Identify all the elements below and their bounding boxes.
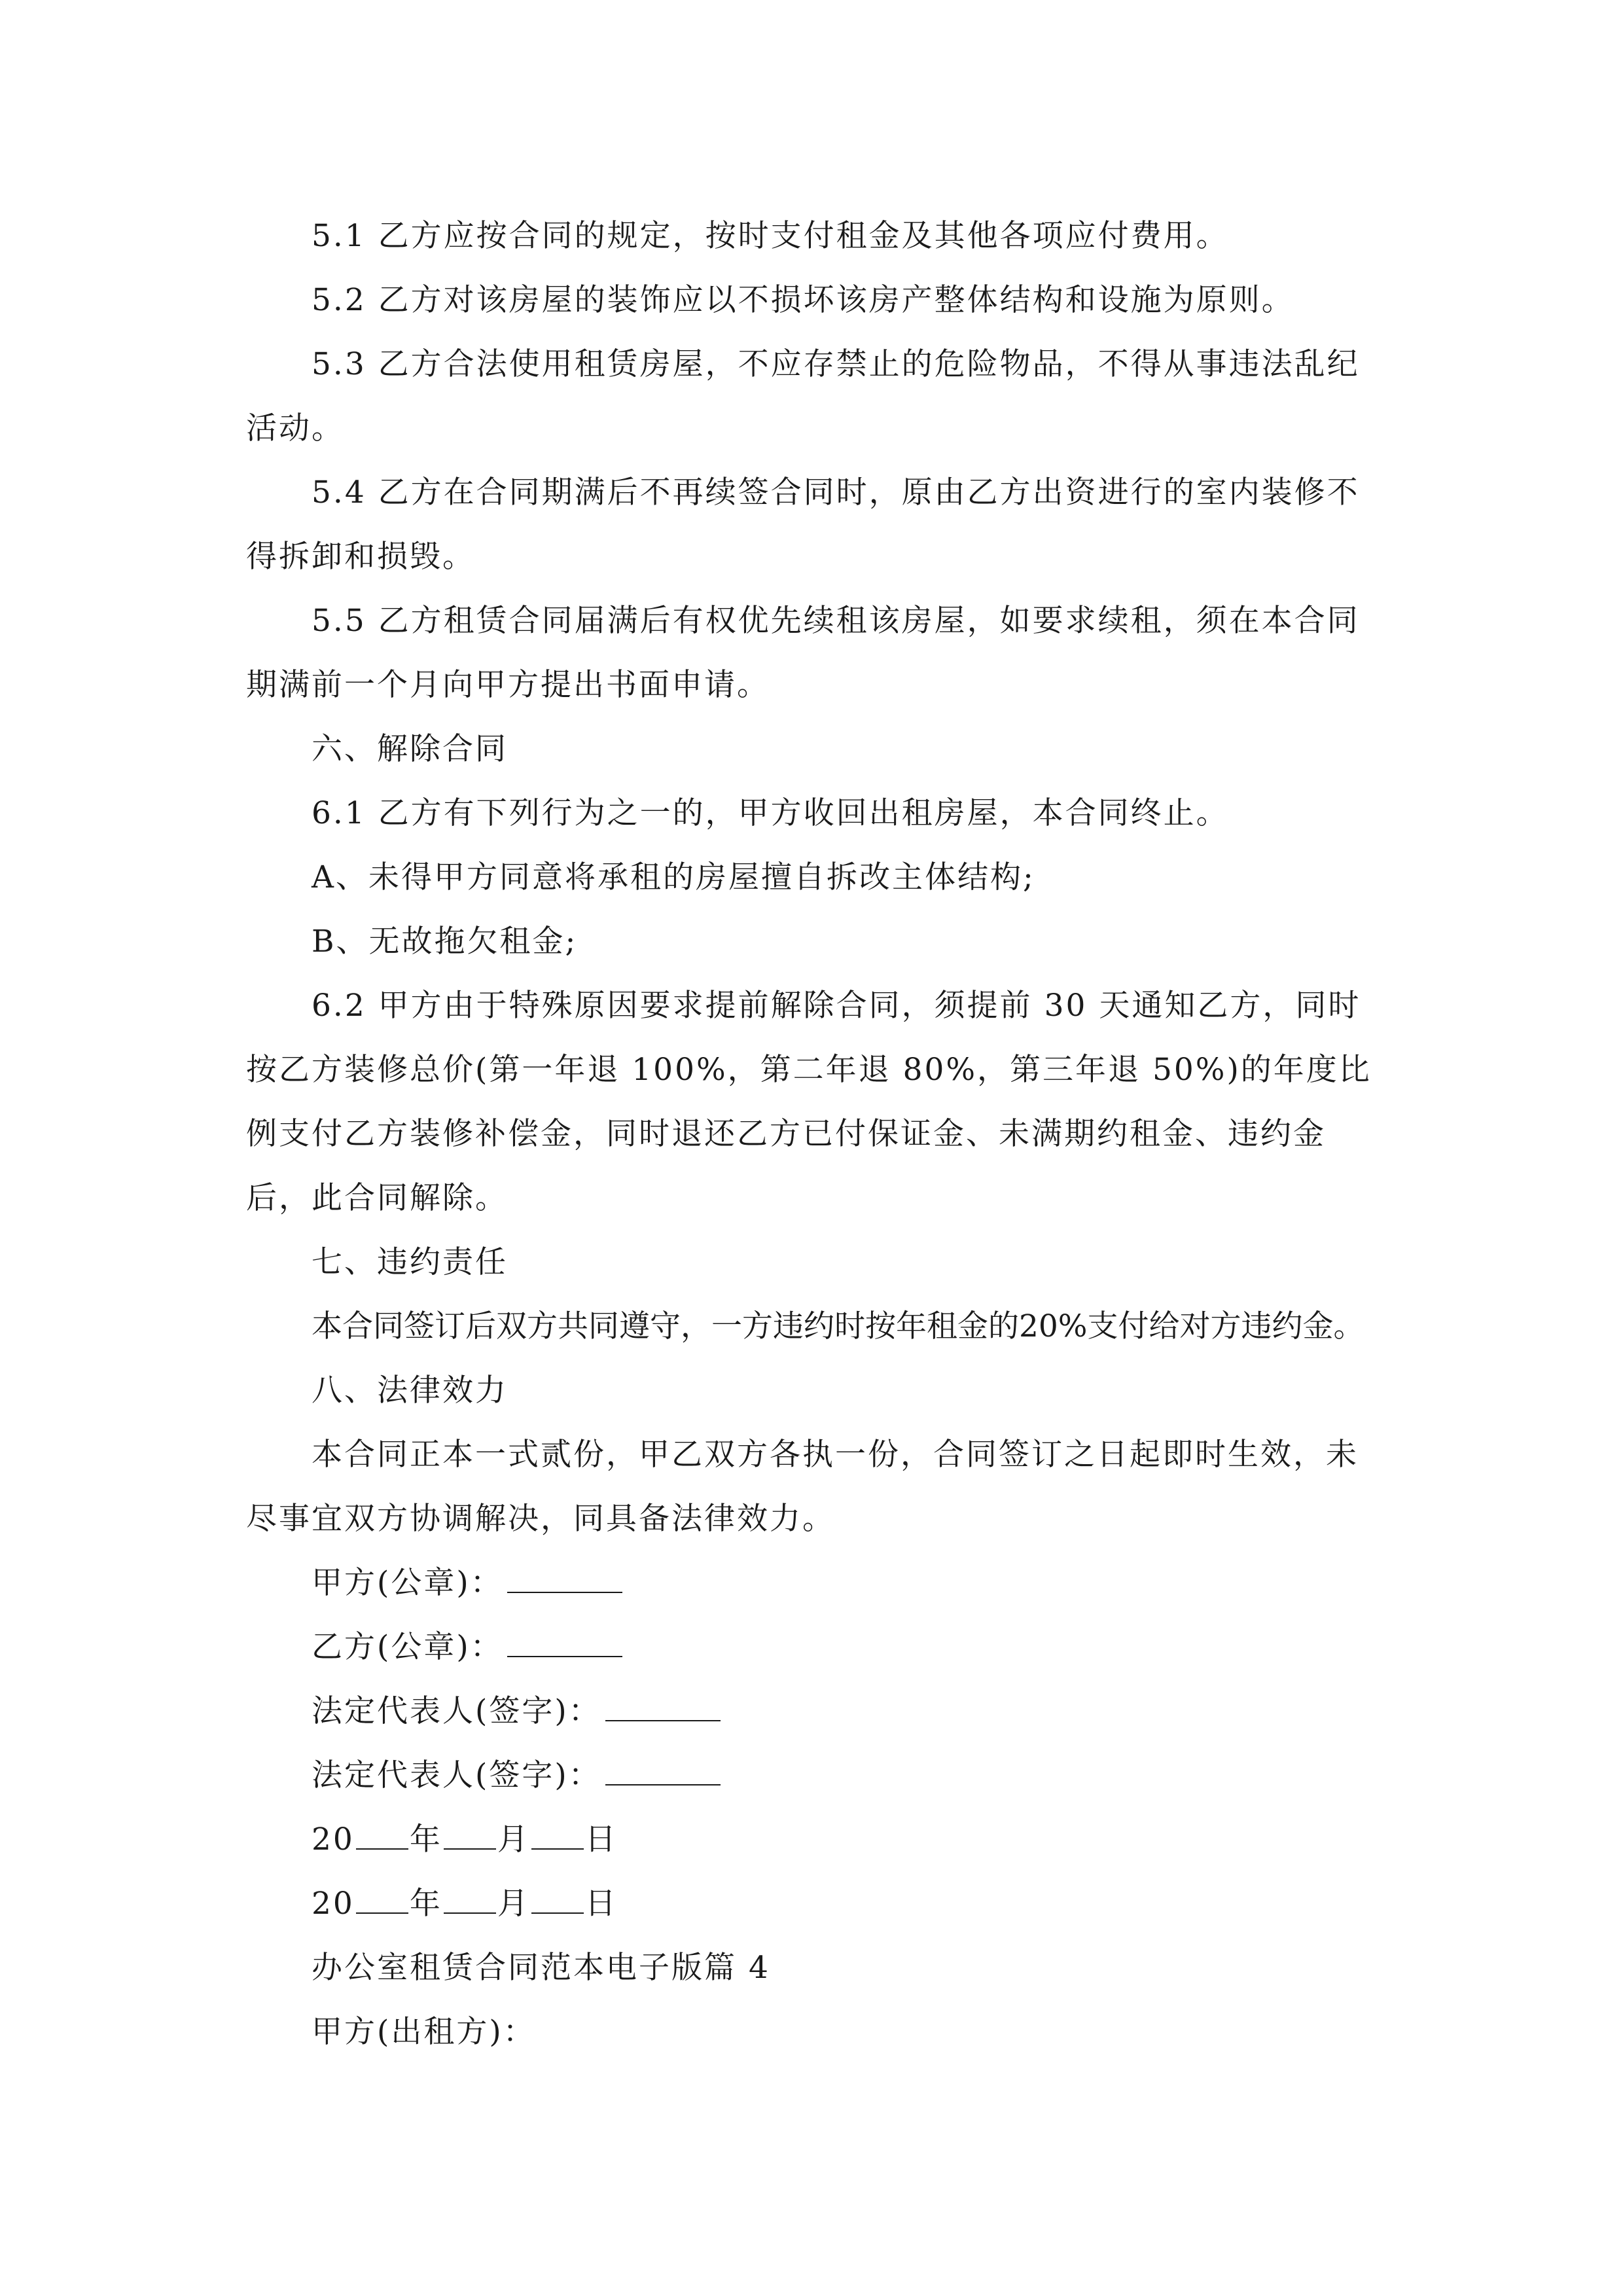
clause-7: 本合同签订后双方共同遵守，一方违约时按年租金的20%支付给对方违约金。 (312, 1308, 1364, 1344)
signature-line-party-a (246, 1551, 1382, 1615)
signature-line-party-b (246, 1615, 1382, 1679)
month-blank (444, 1888, 496, 1914)
legal-rep-2-label: 法定代表人(签字)： (312, 1757, 601, 1793)
party-a-seal-blank (507, 1567, 622, 1593)
day-blank (531, 1823, 584, 1850)
section-heading-7: 七、违约责任 (312, 1244, 508, 1280)
date-line-2 (246, 1872, 1382, 1936)
clause-5-5: 5.5 乙方租赁合同届满后有权优先续租该房屋，如要求续租，须在本合同期满前一个月向甲方提出书面申请。 (246, 603, 1360, 703)
section-heading-6: 六、解除合同 (312, 731, 508, 767)
year-label: 年 (409, 1886, 442, 1922)
legal-rep-2-blank (605, 1759, 721, 1785)
legal-rep-1-label: 法定代表人(签字)： (312, 1693, 601, 1729)
clause-6-1: 6.1 乙方有下列行为之一的，甲方收回出租房屋，本合同终止。 (312, 795, 1229, 831)
lessor-label: 甲方(出租方)： (312, 2014, 536, 2050)
party-a-seal-label: 甲方(公章)： (312, 1565, 503, 1601)
date-line-1 (246, 1808, 1382, 1872)
signature-line-legal-rep-2 (246, 1744, 1382, 1808)
clause-5-2: 5.2 乙方对该房屋的装饰应以不损坏该房产整体结构和设施为原则。 (312, 282, 1294, 318)
section-heading-8: 八、法律效力 (312, 1372, 508, 1408)
day-label: 日 (584, 1886, 618, 1922)
month-label: 月 (497, 1821, 530, 1857)
clause-5-4: 5.4 乙方在合同期满后不再续签合同时，原由乙方出资进行的室内装修不得拆卸和损毁。 (246, 475, 1360, 575)
legal-rep-1-blank (605, 1695, 721, 1721)
year-blank (356, 1888, 408, 1914)
year-label: 年 (409, 1821, 442, 1857)
month-label: 月 (497, 1886, 530, 1922)
day-blank (531, 1888, 584, 1914)
document-body (246, 204, 1382, 2064)
signature-line-legal-rep-1 (246, 1679, 1382, 1744)
clause-6-1-item-a: A、未得甲方同意将承租的房屋擅自拆改主体结构; (312, 859, 1035, 895)
party-b-seal-blank (507, 1631, 622, 1657)
clause-5-3: 5.3 乙方合法使用租赁房屋，不应存禁止的危险物品，不得从事违法乱纪活动。 (246, 346, 1360, 446)
party-b-seal-label: 乙方(公章)： (312, 1629, 503, 1665)
clause-5-1: 5.1 乙方应按合同的规定，按时支付租金及其他各项应付费用。 (312, 218, 1229, 254)
month-blank (444, 1823, 496, 1850)
date-prefix: 20 (312, 1886, 355, 1922)
day-label: 日 (584, 1821, 618, 1857)
clause-6-2: 6.2 甲方由于特殊原因要求提前解除合同，须提前 30 天通知乙方，同时按乙方装修总价(第一年退 100%，第二年退 80%，第三年退 50%)的年度比例支付乙方装修补偿金，同时退还乙方已付保证金、未满期约租金、违约金后，此合同解除。 (246, 988, 1372, 1216)
date-prefix: 20 (312, 1821, 355, 1857)
year-blank (356, 1823, 408, 1850)
next-section-title: 办公室租赁合同范本电子版篇 4 (312, 1950, 770, 1986)
clause-6-1-item-b: B、无故拖欠租金; (312, 924, 578, 960)
clause-8: 本合同正本一式贰份，甲乙双方各执一份，合同签订之日起即时生效，未尽事宜双方协调解决，同具备法律效力。 (246, 1437, 1359, 1537)
